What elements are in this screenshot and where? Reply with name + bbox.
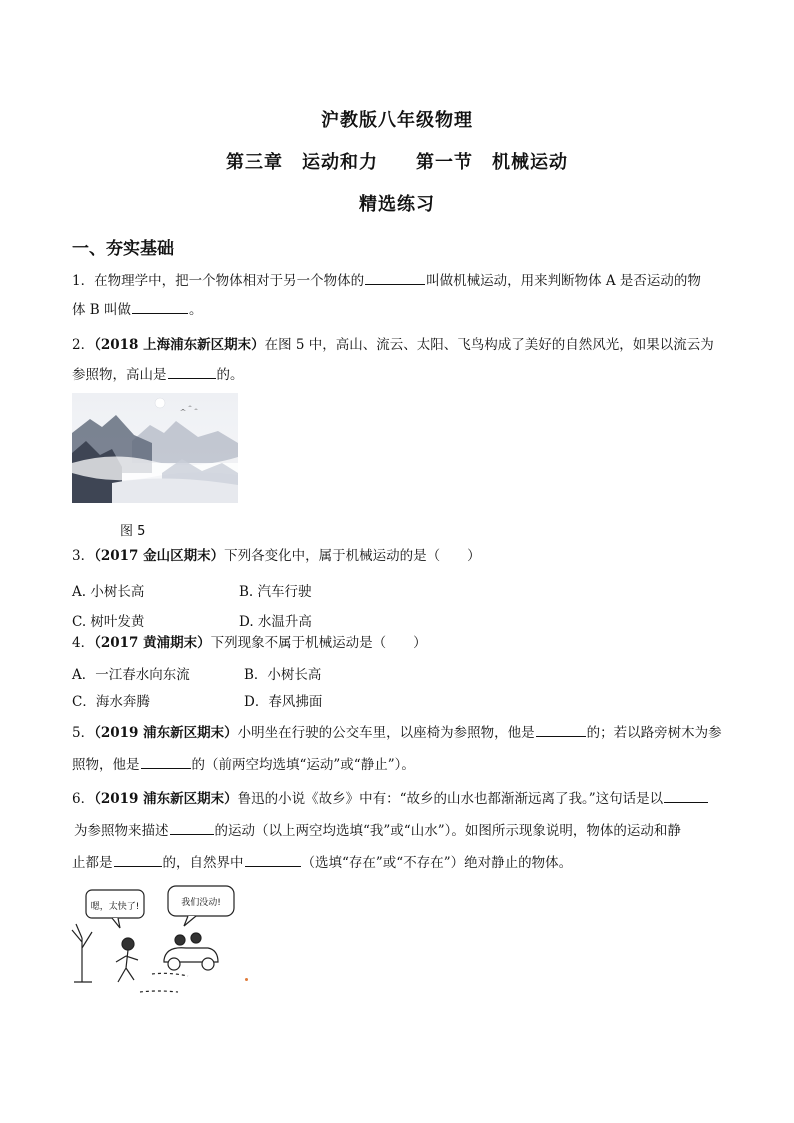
answer-blank[interactable]	[536, 724, 586, 737]
answer-blank[interactable]	[664, 790, 708, 803]
section-heading: 一、夯实基础	[72, 239, 174, 259]
question-4-stem: 4．（2017 黄浦期末）下列现象不属于机械运动是（ ）	[72, 635, 427, 651]
question-source: （2018 上海浦东新区期末）	[94, 337, 265, 353]
page-title: 沪教版八年级物理	[321, 110, 473, 131]
question-2-line-1: 2．（2018 上海浦东新区期末）在图 5 中，高山、流云、太阳、飞鸟构成了美好的自然风光，如果以流云为	[72, 337, 714, 353]
exercise-title: 精选练习	[359, 194, 435, 215]
bubble-left-text: 嗯，太快了!	[90, 902, 140, 912]
option-c[interactable]: C．海水奔腾	[72, 694, 150, 710]
bubble-right-text: 我们没动!	[181, 898, 221, 908]
option-a[interactable]: A．一江春水向东流	[72, 667, 190, 683]
sun-icon	[155, 398, 165, 408]
answer-blank[interactable]	[365, 272, 425, 285]
answer-blank[interactable]	[132, 301, 188, 314]
question-source: （2017 金山区期末）	[94, 548, 225, 564]
landscape-image	[72, 393, 238, 503]
answer-blank[interactable]	[245, 854, 301, 867]
figure-caption: 图 5	[120, 524, 146, 539]
question-1-line-2: 体 B 叫做 。	[72, 302, 203, 318]
answer-blank[interactable]	[170, 822, 214, 835]
answer-blank[interactable]	[114, 854, 162, 867]
question-source: （2017 黄浦期末）	[94, 635, 211, 651]
question-5-line-2: 照物，他是 的（前两空均选填“运动”或“静止”）。	[72, 757, 415, 773]
person-icon	[122, 938, 134, 950]
question-6-line-2: 为参照物来描述 的运动（以上两空均选填“我”或“山水”）。如图所示现象说明，物体的运动和静	[74, 823, 681, 839]
chapter-title: 第三章 运动和力 第一节 机械运动	[226, 152, 568, 173]
question-3-stem: 3．（2017 金山区期末）下列各变化中，属于机械运动的是（ ）	[72, 548, 481, 564]
cartoon-illustration	[68, 882, 258, 1002]
question-1-line-1: 1．在物理学中，把一个物体相对于另一个物体的 叫做机械运动，用来判断物体 A 是否运动的物	[72, 273, 701, 289]
option-b[interactable]: B．小树长高	[244, 667, 322, 683]
question-2-line-2: 参照物，高山是 的。	[72, 367, 244, 383]
question-source: （2019 浦东新区期末）	[94, 725, 238, 741]
answer-blank[interactable]	[168, 366, 216, 379]
option-a[interactable]: A. 小树长高	[72, 584, 145, 600]
question-5-line-1: 5．（2019 浦东新区期末）小明坐在行驶的公交车里，以座椅为参照物，他是 的；若以路旁树木为参	[72, 725, 722, 741]
answer-blank[interactable]	[141, 756, 191, 769]
option-b[interactable]: B. 汽车行驶	[239, 584, 312, 600]
question-6-line-1: 6．（2019 浦东新区期末）鲁迅的小说《故乡》中有：“故乡的山水也都渐渐远离了我。”这句话是以	[72, 790, 709, 808]
option-c[interactable]: C. 树叶发黄	[72, 614, 145, 630]
decorative-dot	[245, 978, 248, 981]
question-6-line-3: 止都是 的，自然界中 （选填“存在”或“不存在”）绝对静止的物体。	[72, 855, 573, 871]
question-source: （2019 浦东新区期末）	[94, 791, 238, 807]
tree-icon	[72, 924, 92, 982]
option-d[interactable]: D．春风拂面	[244, 694, 323, 710]
option-d[interactable]: D. 水温升高	[239, 614, 312, 630]
